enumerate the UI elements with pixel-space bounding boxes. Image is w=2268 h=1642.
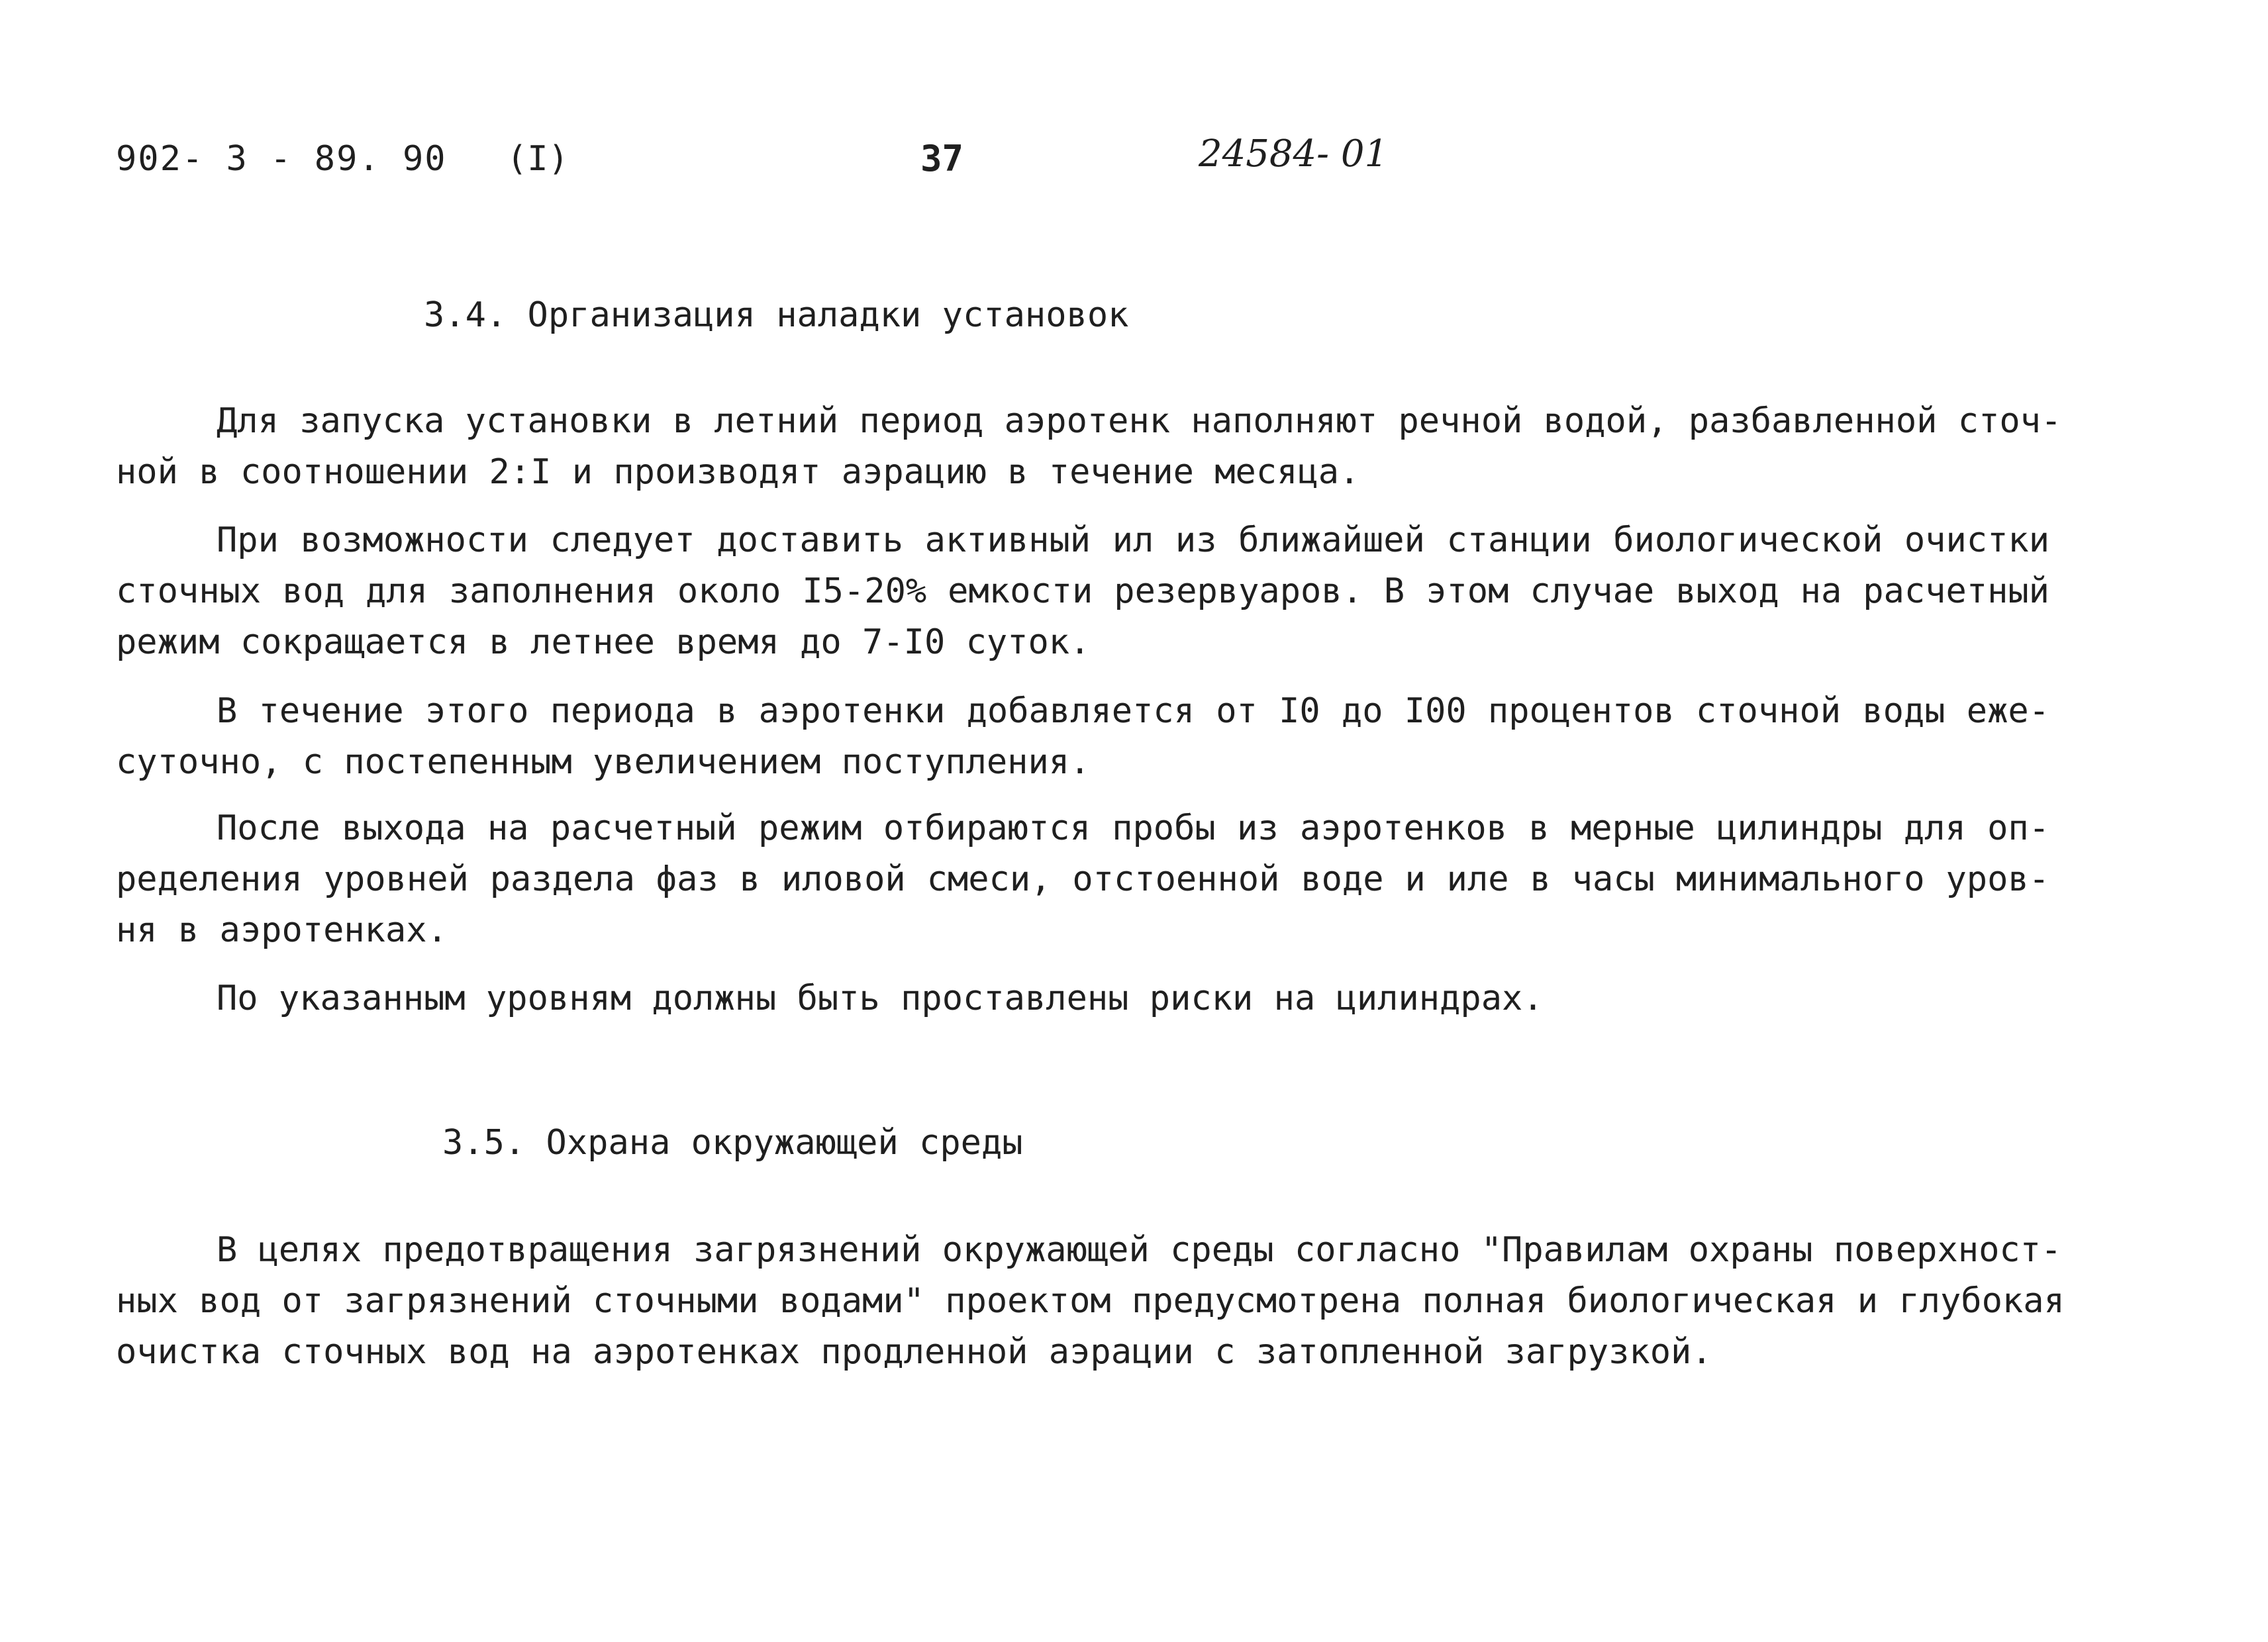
paragraph xyxy=(116,396,2062,498)
handwritten-inventory-number: 24584- 01 xyxy=(1199,132,1389,175)
text-line: После выхода на расчетный режим отбираются пробы из аэротенков в мерные цилиндры для оп- xyxy=(217,808,2049,848)
text-line: ня в аэротенках. xyxy=(116,910,448,950)
paragraph xyxy=(116,515,2049,668)
text-line: Для запуска установки в летний период аэротенк наполняют речной водой, разбавленной сточ- xyxy=(217,401,2062,441)
document-code: 902- 3 - 89. 90 xyxy=(116,139,447,179)
page-number: 37 xyxy=(920,138,964,179)
paragraph xyxy=(116,686,2049,788)
paragraph xyxy=(116,1225,2065,1378)
text-line: режим сокращается в летнее время до 7-I0 суток. xyxy=(116,622,1091,662)
text-line: При возможности следует доставить активный ил из ближайшей станции биологической очистки xyxy=(217,520,2049,560)
issue-number: (I) xyxy=(507,139,569,179)
paragraph xyxy=(116,803,2049,956)
section-heading-3-5: 3.5. Охрана окружающей среды xyxy=(442,1123,1023,1163)
text-line: В целях предотвращения загрязнений окружающей среды согласно "Правилам охраны поверхност- xyxy=(217,1230,2062,1270)
paragraph xyxy=(116,973,2049,1024)
text-line: В течение этого периода в аэротенки добавляется от I0 до I00 процентов сточной воды еже- xyxy=(217,691,2049,731)
text-line: По указанным уровням должны быть проставлены риски на цилиндрах. xyxy=(217,979,1544,1018)
text-line: суточно, с постепенным увеличением поступления. xyxy=(116,742,1091,782)
section-heading-3-4: 3.4. Организация наладки установок xyxy=(424,295,1129,335)
text-line: сточных вод для заполнения около I5-20% емкости резервуаров. В этом случае выход на расчетный xyxy=(116,571,2049,611)
text-line: ной в соотношении 2:I и производят аэрацию в течение месяца. xyxy=(116,452,1360,492)
text-line: ных вод от загрязнений сточными водами" проектом предусмотрена полная биологическая и глубокая xyxy=(116,1281,2065,1321)
text-line: ределения уровней раздела фаз в иловой смеси, отстоенной воде и иле в часы минимального уров- xyxy=(116,859,2049,899)
text-line: очистка сточных вод на аэротенках продленной аэрации с затопленной загрузкой. xyxy=(116,1332,1712,1372)
